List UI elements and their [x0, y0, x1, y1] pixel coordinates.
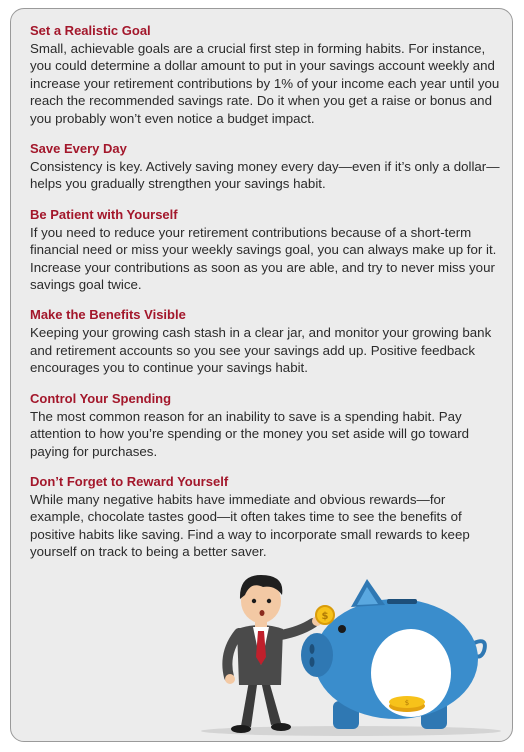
- tip-section: [30, 23, 500, 127]
- tip-section: [30, 391, 500, 460]
- svg-text:$: $: [321, 611, 329, 622]
- tip-body: Small, achievable goals are a crucial first step in forming habits. For instance, you could determine a dollar amount to put in your savings account weekly and increase your retirement contributions by 1% of your income each year until you reach the recommended savings rate. Do it when you get a raise or bonus and you probably won’t even notice a budget impact.: [30, 41, 500, 126]
- tip-body: The most common reason for an inability to save is a spending habit. Pay attention to how you’re spending or the money you set aside will go toward paying for purchases.: [30, 408, 470, 459]
- coin-icon: [316, 606, 334, 624]
- tip-body: If you need to reduce your retirement contributions because of a short-term financial need or miss your weekly savings goal, you can always make up for it. Increase your contributions as soon as you are able, and try to never miss your savings goal twice.: [30, 224, 497, 293]
- tip-heading: Set a Realistic Goal: [30, 23, 151, 38]
- tips-list: [30, 23, 500, 575]
- tip-heading: Control Your Spending: [30, 390, 172, 406]
- tip-heading: Make the Benefits Visible: [30, 307, 186, 323]
- tip-body: While many negative habits have immediate and obvious rewards—for example, chocolate tastes good—it often takes time to see the benefits of positive habits like saving. Find a way to incorporate small rewards to keep yourself on track to being a better saver.: [30, 491, 470, 560]
- tip-body: Keeping your growing cash stash in a clear jar, and monitor your growing bank and retirement accounts so you see your savings add up. Positive feedback encourages you to continue your savings habit.: [30, 325, 492, 376]
- tip-heading: Don’t Forget to Reward Yourself: [30, 473, 229, 489]
- tip-heading: Be Patient with Yourself: [30, 206, 178, 222]
- saving-illustration: [191, 561, 501, 737]
- tip-section: [30, 474, 500, 561]
- tip-body: Consistency is key. Actively saving money every day—even if it’s only a dollar—helps you gradually strengthen your savings habit.: [30, 159, 500, 192]
- tip-heading: Save Every Day: [30, 141, 127, 157]
- tip-section: [30, 207, 500, 294]
- piggy-bank-icon: [301, 579, 485, 729]
- tip-section: [30, 141, 500, 193]
- svg-text:$: $: [404, 699, 410, 707]
- tip-section: [30, 307, 500, 376]
- tips-panel: [10, 8, 513, 742]
